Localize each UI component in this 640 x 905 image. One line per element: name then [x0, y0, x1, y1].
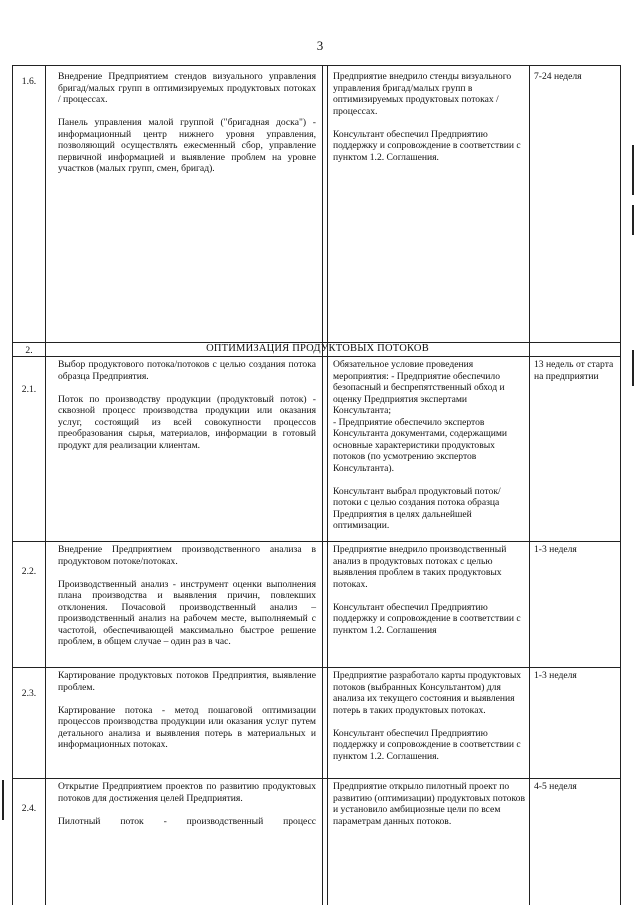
description-paragraph: Производственный анализ - инструмент оценки выполнения плана производства и выявления причин, повлекших отклонения. Почасовой производственный анализ – производственный анализ на рабочем месте, выполняемый с частотой, обеспечивающей максимально быстрое решение проблем, в общем случае – один раз в час. [58, 578, 316, 647]
row-divider [13, 356, 620, 357]
column-divider [45, 66, 46, 905]
table-row-term: 7-24 неделя [534, 71, 582, 82]
table-row-term: 1-3 неделя [534, 544, 577, 555]
column-divider [322, 66, 323, 905]
table-row-number: 1.6. [21, 76, 37, 87]
table-row-description [58, 670, 316, 751]
column-divider [529, 66, 530, 905]
description-paragraph: Картирование продуктовых потоков Предприятия, выявление проблем. [58, 670, 316, 693]
description-paragraph: Выбор продуктового потока/потоков с целью создания потока образца Предприятия. [58, 359, 316, 382]
table-row-term: 4-5 неделя [534, 781, 577, 792]
table-row-term: 13 недель от старта на предприятии [534, 359, 614, 382]
scan-edge-mark [632, 145, 634, 195]
table-row-number: 2.2. [21, 566, 37, 577]
result-paragraph: Предприятие открыло пилотный проект по развитию (оптимизации) продуктовых потоков и установило амбициозные цели по всем параметрам данных потоков. [333, 781, 525, 827]
result-paragraph: Предприятие разработало карты продуктовых потоков (выбранных Консультантом) для анализа их текущего состояния и выявления потерь в таких продуктовых потоках. [333, 670, 522, 716]
result-paragraph: Консультант обеспечил Предприятию поддержку и сопровождение в соответствии с пунктом 1.2. Соглашения. [333, 727, 521, 762]
table-row-description [58, 71, 316, 175]
section-title: ОПТИМИЗАЦИЯ ПРОДУКТОВЫХ ПОТОКОВ [206, 343, 429, 354]
row-divider [13, 541, 620, 542]
table-row-result [333, 781, 525, 827]
result-paragraph: Консультант обеспечил Предприятию поддержку и сопровождение в соответствии с пунктом 1.2. Соглашения [333, 601, 521, 636]
table-row-result [333, 359, 525, 532]
description-paragraph: Картирование потока - метод пошаговой оптимизации процессов производства продукции или оказания услуг путем детального анализа и выявления потерь в материальных и информационных потоках. [58, 704, 316, 750]
table-row-description [58, 781, 316, 827]
result-paragraph: Предприятие внедрило стенды визуального управления бригад/малых групп в оптимизируемых продуктовых потоках / процессах. [333, 71, 512, 117]
table-row-result [333, 71, 525, 163]
description-paragraph: Панель управления малой группой ("бригадная доска") - информационный центр нижнего уровня управления, позволяющий осуществлять ежесменный сбор, управление первичной информацией и выявление проблем на уровне участков (малых групп, смен, бригад). [58, 117, 316, 174]
description-paragraph: Внедрение Предприятием производственного анализа в продуктовом потоке/потоках. [58, 544, 316, 567]
activities-table [12, 65, 621, 905]
table-row-result [333, 670, 525, 762]
result-paragraph: Обязательное условие проведения мероприятия: - Предприятие обеспечило безопасный и беспрепятственный обход и оценку Предприятия экспертами Консультанта; - Предприятие обеспечило экспертов Консультанта документами, содержащими основные характеристики продуктовых потоков (по усмотрению экспертов Консультанта). [333, 359, 508, 474]
table-row-result [333, 544, 525, 636]
result-paragraph: Консультант обеспечил Предприятию поддержку и сопровождение в соответствии с пунктом 1.2. Соглашения. [333, 128, 521, 163]
result-paragraph: Предприятие внедрило производственный анализ в продуктовых потоках с целью выявления проблем в таких продуктовых потоках. [333, 544, 507, 590]
description-paragraph: Пилотный поток - производственный процесс [58, 815, 316, 827]
row-divider [13, 667, 620, 668]
column-divider [327, 66, 328, 905]
result-paragraph: Консультант выбрал продуктовый поток/потоки с целью создания потока образца Предприятия в целях дальнейшей оптимизации. [333, 485, 501, 531]
description-paragraph: Поток по производству продукции (продуктовый поток) - сквозной процесс производства продукции или оказания услуг, состоящий из всей совокупности процессов преобразования сырья, материалов, информации в готовый продукт для реализации клиентам. [58, 393, 316, 451]
table-row-description [58, 359, 316, 451]
description-paragraph: Открытие Предприятием проектов по развитию продуктовых потоков для достижения целей Предприятия. [58, 781, 316, 804]
scan-edge-mark [2, 780, 4, 820]
description-paragraph: Внедрение Предприятием стендов визуального управления бригад/малых групп в оптимизируемых продуктовых потоках / процессах. [58, 71, 316, 105]
scan-edge-mark [632, 205, 634, 235]
table-row-number: 2.3. [21, 688, 37, 699]
table-row-description [58, 544, 316, 648]
table-row-term: 1-3 неделя [534, 670, 577, 681]
table-row-number: 2.4. [21, 803, 37, 814]
row-divider [13, 778, 620, 779]
section-number: 2. [25, 345, 33, 356]
table-row-number: 2.1. [21, 384, 37, 395]
scan-edge-mark [632, 350, 634, 386]
page-number: 3 [316, 38, 324, 53]
